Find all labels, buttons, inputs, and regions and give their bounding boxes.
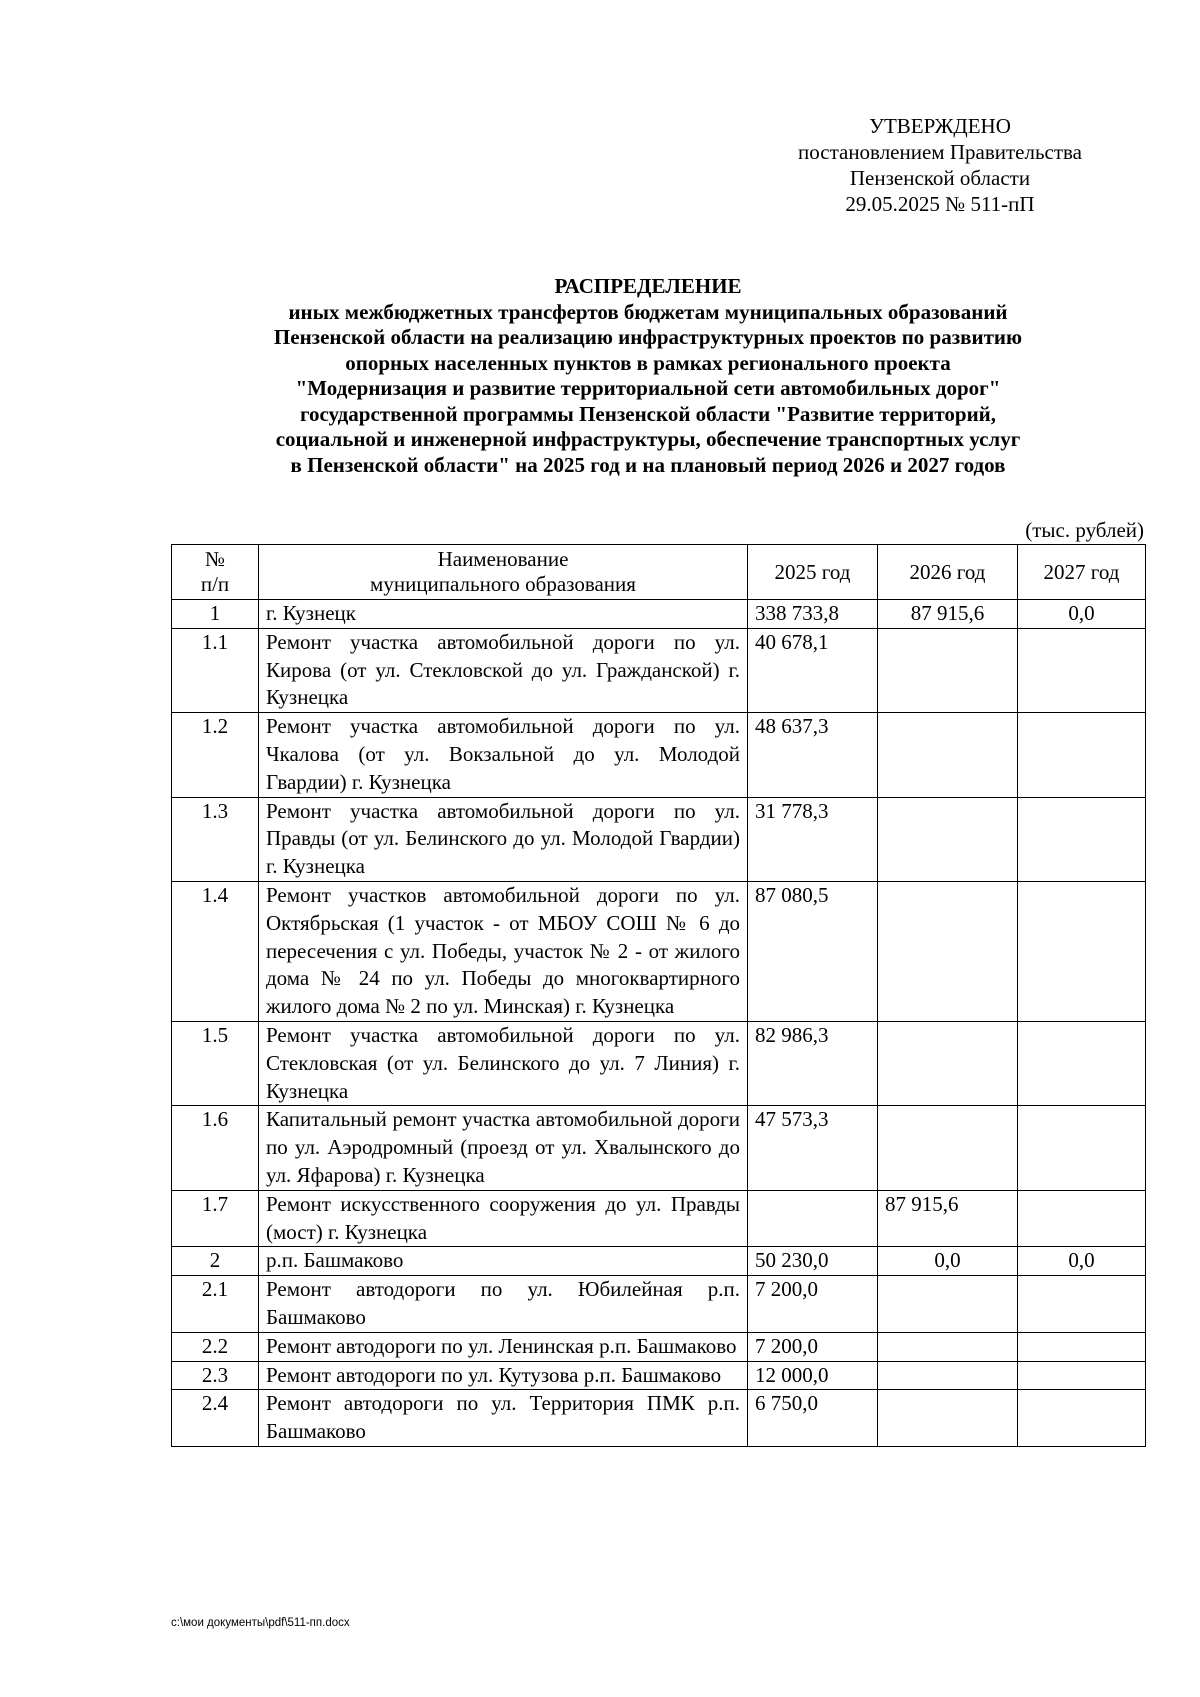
- row-2027: 0,0: [1018, 1247, 1146, 1276]
- header-2027: 2027 год: [1018, 545, 1146, 600]
- table-row: [172, 600, 1146, 629]
- row-2025: 12 000,0: [748, 1361, 878, 1390]
- row-number: 1.5: [172, 1021, 259, 1105]
- row-number: 2.4: [172, 1390, 259, 1447]
- title-line: иных межбюджетных трансфертов бюджетам муниципальных образований: [288, 299, 1008, 324]
- row-2027: [1018, 1106, 1146, 1190]
- table-header-row: [172, 545, 1146, 600]
- row-2027: [1018, 1276, 1146, 1333]
- row-2026: [878, 1361, 1018, 1390]
- row-2026: [878, 628, 1018, 712]
- row-name: Ремонт автодороги по ул. Кутузова р.п. Башмаково: [259, 1361, 748, 1390]
- row-name: р.п. Башмаково: [259, 1247, 748, 1276]
- approval-region: Пензенской области: [849, 166, 1031, 190]
- title-line: в Пензенской области" на 2025 год и на плановый период 2026 и 2027 годов: [290, 452, 1006, 477]
- table-row: [172, 881, 1146, 1021]
- approval-date-number: 29.05.2025 № 511-пП: [845, 192, 1035, 216]
- row-name: Ремонт участка автомобильной дороги по ул. Кирова (от ул. Стекловской до ул. Гражданской) г. Кузнецка: [259, 628, 748, 712]
- approval-decree: постановлением Правительства: [797, 140, 1082, 164]
- row-2027: [1018, 797, 1146, 881]
- title-heading: РАСПРЕДЕЛЕНИЕ: [554, 274, 742, 298]
- row-name: Ремонт участка автомобильной дороги по ул. Правды (от ул. Белинского до ул. Молодой Гвардии) г. Кузнецка: [259, 797, 748, 881]
- row-2025: 47 573,3: [748, 1106, 878, 1190]
- row-name: Ремонт автодороги по ул. Ленинская р.п. Башмаково: [259, 1332, 748, 1361]
- row-2025: 338 733,8: [748, 600, 878, 629]
- document-title: [172, 274, 1124, 478]
- row-2026: [878, 1106, 1018, 1190]
- header-name: Наименование муниципального образования: [259, 545, 748, 600]
- row-2026: [878, 1021, 1018, 1105]
- table-row: [172, 1247, 1146, 1276]
- title-line: социальной и инженерной инфраструктуры, обеспечение транспортных услуг: [275, 427, 1021, 451]
- title-line: опорных населенных пунктов в рамках регионального проекта: [345, 350, 951, 375]
- row-2026: 0,0: [878, 1247, 1018, 1276]
- table-row: [172, 1106, 1146, 1190]
- row-2025: 82 986,3: [748, 1021, 878, 1105]
- header-number: № п/п: [172, 545, 259, 600]
- table-row: [172, 1276, 1146, 1333]
- row-2025: 6 750,0: [748, 1390, 878, 1447]
- row-number: 2: [172, 1247, 259, 1276]
- table-row: [172, 1361, 1146, 1390]
- row-2027: [1018, 1021, 1146, 1105]
- row-name: г. Кузнецк: [259, 600, 748, 629]
- row-2025: 87 080,5: [748, 881, 878, 1021]
- row-2026: [878, 713, 1018, 797]
- units-note: (тыс. рублей): [1025, 518, 1144, 542]
- table-row: [172, 1021, 1146, 1105]
- row-2025: [748, 1190, 878, 1247]
- row-name: Ремонт участка автомобильной дороги по ул. Стекловская (от ул. Белинского до ул. 7 Линия) г. Кузнецка: [259, 1021, 748, 1105]
- row-2025: 50 230,0: [748, 1247, 878, 1276]
- row-2025: 31 778,3: [748, 797, 878, 881]
- title-line: государственной программы Пензенской области "Развитие территорий,: [299, 401, 997, 426]
- row-number: 1.7: [172, 1190, 259, 1247]
- title-line: "Модернизация и развитие территориальной сети автомобильных дорог": [295, 376, 1001, 400]
- row-name: Ремонт участка автомобильной дороги по ул. Чкалова (от ул. Вокзальной до ул. Молодой Гвардии) г. Кузнецка: [259, 713, 748, 797]
- file-path-footer: c:\мои документы\pdf\511-пп.docx: [171, 1617, 350, 1629]
- row-2025: 48 637,3: [748, 713, 878, 797]
- table-row: [172, 713, 1146, 797]
- row-2027: [1018, 1390, 1146, 1447]
- row-2026: [878, 1276, 1018, 1333]
- row-2025: 40 678,1: [748, 628, 878, 712]
- row-2027: [1018, 1332, 1146, 1361]
- row-2027: [1018, 1190, 1146, 1247]
- row-2025: 7 200,0: [748, 1276, 878, 1333]
- row-2027: [1018, 1361, 1146, 1390]
- row-number: 1.4: [172, 881, 259, 1021]
- row-2025: 7 200,0: [748, 1332, 878, 1361]
- header-2026: 2026 год: [878, 545, 1018, 600]
- table-row: [172, 628, 1146, 712]
- row-number: 1.6: [172, 1106, 259, 1190]
- row-name: Ремонт автодороги по ул. Юбилейная р.п. Башмаково: [259, 1276, 748, 1333]
- row-number: 2.1: [172, 1276, 259, 1333]
- row-name: Ремонт автодороги по ул. Территория ПМК р.п. Башмаково: [259, 1390, 748, 1447]
- table-row: [172, 797, 1146, 881]
- row-number: 1: [172, 600, 259, 629]
- approval-heading: УТВЕРЖДЕНО: [869, 114, 1011, 138]
- row-2026: [878, 881, 1018, 1021]
- table-row: [172, 1332, 1146, 1361]
- distribution-table: [171, 544, 1146, 1447]
- row-number: 1.3: [172, 797, 259, 881]
- row-2026: [878, 1390, 1018, 1447]
- row-name: Капитальный ремонт участка автомобильной дороги по ул. Аэродромный (проезд от ул. Хвалынского до ул. Яфарова) г. Кузнецка: [259, 1106, 748, 1190]
- title-line: Пензенской области на реализацию инфраструктурных проектов по развитию: [273, 325, 1023, 349]
- row-number: 1.2: [172, 713, 259, 797]
- row-name: Ремонт искусственного сооружения до ул. Правды (мост) г. Кузнецка: [259, 1190, 748, 1247]
- row-number: 2.3: [172, 1361, 259, 1390]
- table-row: [172, 1390, 1146, 1447]
- row-number: 2.2: [172, 1332, 259, 1361]
- row-2027: [1018, 881, 1146, 1021]
- row-2027: 0,0: [1018, 600, 1146, 629]
- row-2027: [1018, 713, 1146, 797]
- header-2025: 2025 год: [748, 545, 878, 600]
- row-2026: 87 915,6: [878, 600, 1018, 629]
- row-number: 1.1: [172, 628, 259, 712]
- row-name: Ремонт участков автомобильной дороги по ул. Октябрьская (1 участок - от МБОУ СОШ № 6 до пересечения с ул. Победы, участок № 2 - от жилого дома № 24 по ул. Победы до многоквартирного жилого дома № 2 по ул. Минская) г. Кузнецка: [259, 881, 748, 1021]
- row-2026: 87 915,6: [878, 1190, 1018, 1247]
- row-2026: [878, 1332, 1018, 1361]
- row-2026: [878, 797, 1018, 881]
- row-2027: [1018, 628, 1146, 712]
- table-row: [172, 1190, 1146, 1247]
- approval-stamp: [760, 113, 1120, 217]
